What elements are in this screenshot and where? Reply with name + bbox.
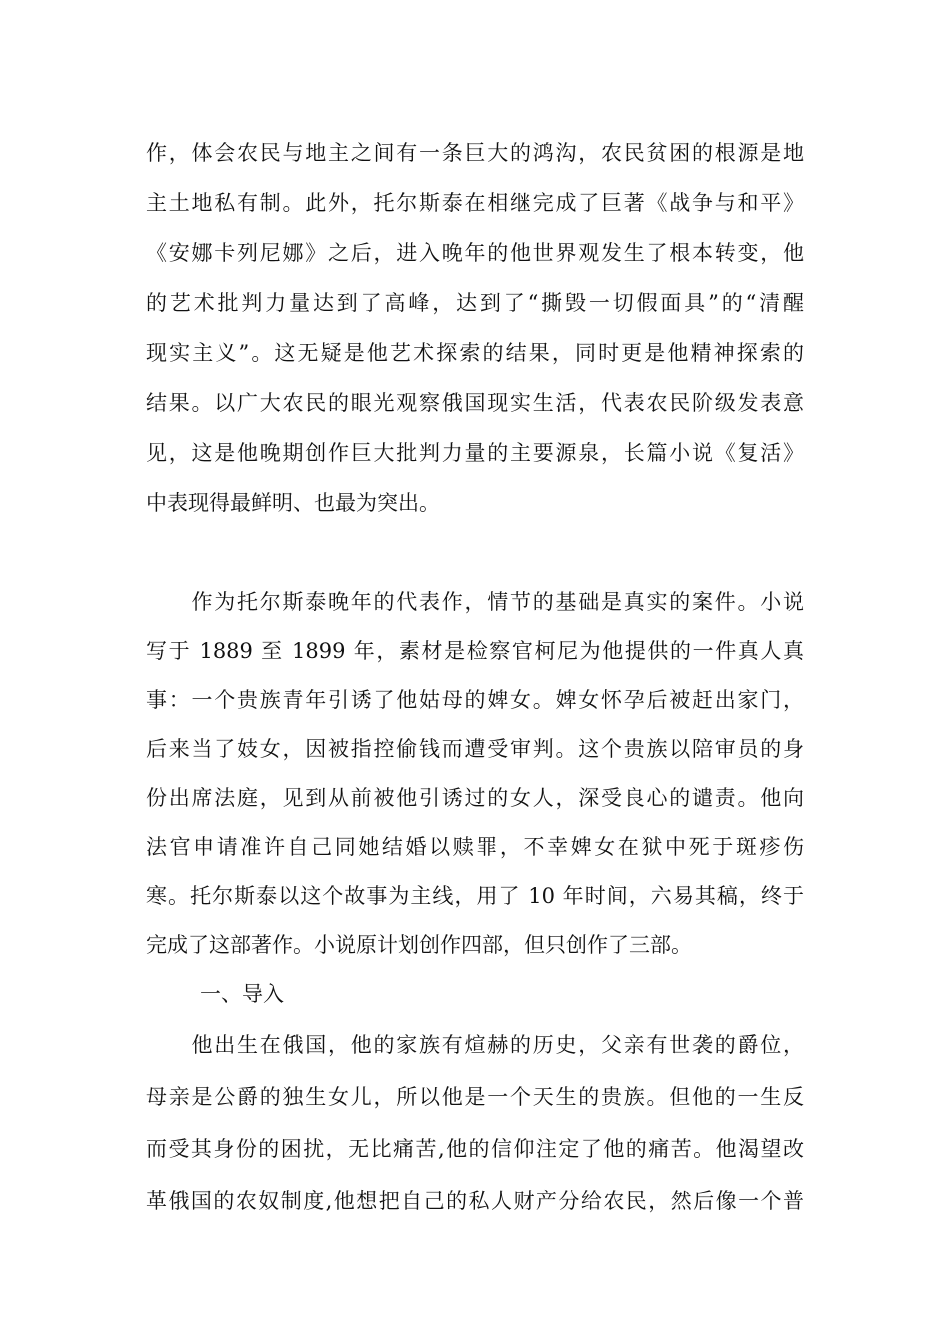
paragraph-2-line-6: 法官申请准许自己同她结婚以赎罪，不幸婢女在狱中死于斑疹伤 xyxy=(146,835,804,859)
paragraph-1-line-7: 见，这是他晚期创作巨大批判力量的主要源泉，长篇小说《复活》 xyxy=(146,441,804,465)
paragraph-1-line-4: 的艺术批判力量达到了高峰，达到了“撕毁一切假面具”的“清醒 xyxy=(146,291,804,315)
paragraph-2-line-3: 事：一个贵族青年引诱了他姑母的婢女。婢女怀孕后被赶出家门， xyxy=(146,688,804,712)
paragraph-2-line-7: 寒。托尔斯泰以这个故事为主线，用了 10 年时间，六易其稿，终于 xyxy=(146,884,804,908)
paragraph-2-line-1: 作为托尔斯泰晚年的代表作，情节的基础是真实的案件。小说 xyxy=(146,590,804,614)
paragraph-2-line-4: 后来当了妓女，因被指控偷钱而遭受审判。这个贵族以陪审员的身 xyxy=(146,737,804,761)
paragraph-1-line-8: 中表现得最鲜明、也最为突出。 xyxy=(146,491,440,515)
paragraph-3-line-2: 母亲是公爵的独生女儿，所以他是一个天生的贵族。但他的一生反 xyxy=(146,1085,804,1109)
paragraph-1-line-5: 现实主义”。这无疑是他艺术探索的结果，同时更是他精神探索的 xyxy=(146,341,804,365)
paragraph-2-line-5: 份出席法庭，见到从前被他引诱过的女人，深受良心的谴责。他向 xyxy=(146,786,804,810)
paragraph-3-line-3: 而受其身份的困扰，无比痛苦,他的信仰注定了他的痛苦。他渴望改 xyxy=(146,1137,804,1161)
paragraph-3-line-4: 革俄国的农奴制度,他想把自己的私人财产分给农民，然后像一个普 xyxy=(146,1189,804,1213)
paragraph-2-line-8: 完成了这部著作。小说原计划创作四部，但只创作了三部。 xyxy=(146,933,692,957)
section-heading: 一、导入 xyxy=(200,982,284,1006)
paragraph-2-line-2: 写于 1889 至 1899 年，素材是检察官柯尼为他提供的一件真人真 xyxy=(146,639,804,663)
paragraph-1-line-3: 《安娜卡列尼娜》之后，进入晚年的他世界观发生了根本转变，他 xyxy=(146,241,804,265)
paragraph-1-line-6: 结果。以广大农民的眼光观察俄国现实生活，代表农民阶级发表意 xyxy=(146,391,804,415)
paragraph-1-line-1: 作，体会农民与地主之间有一条巨大的鸿沟，农民贫困的根源是地 xyxy=(146,141,804,165)
paragraph-3-line-1: 他出生在俄国，他的家族有煊赫的历史，父亲有世袭的爵位， xyxy=(146,1033,804,1057)
paragraph-1-line-2: 主土地私有制。此外，托尔斯泰在相继完成了巨著《战争与和平》 xyxy=(146,191,804,215)
